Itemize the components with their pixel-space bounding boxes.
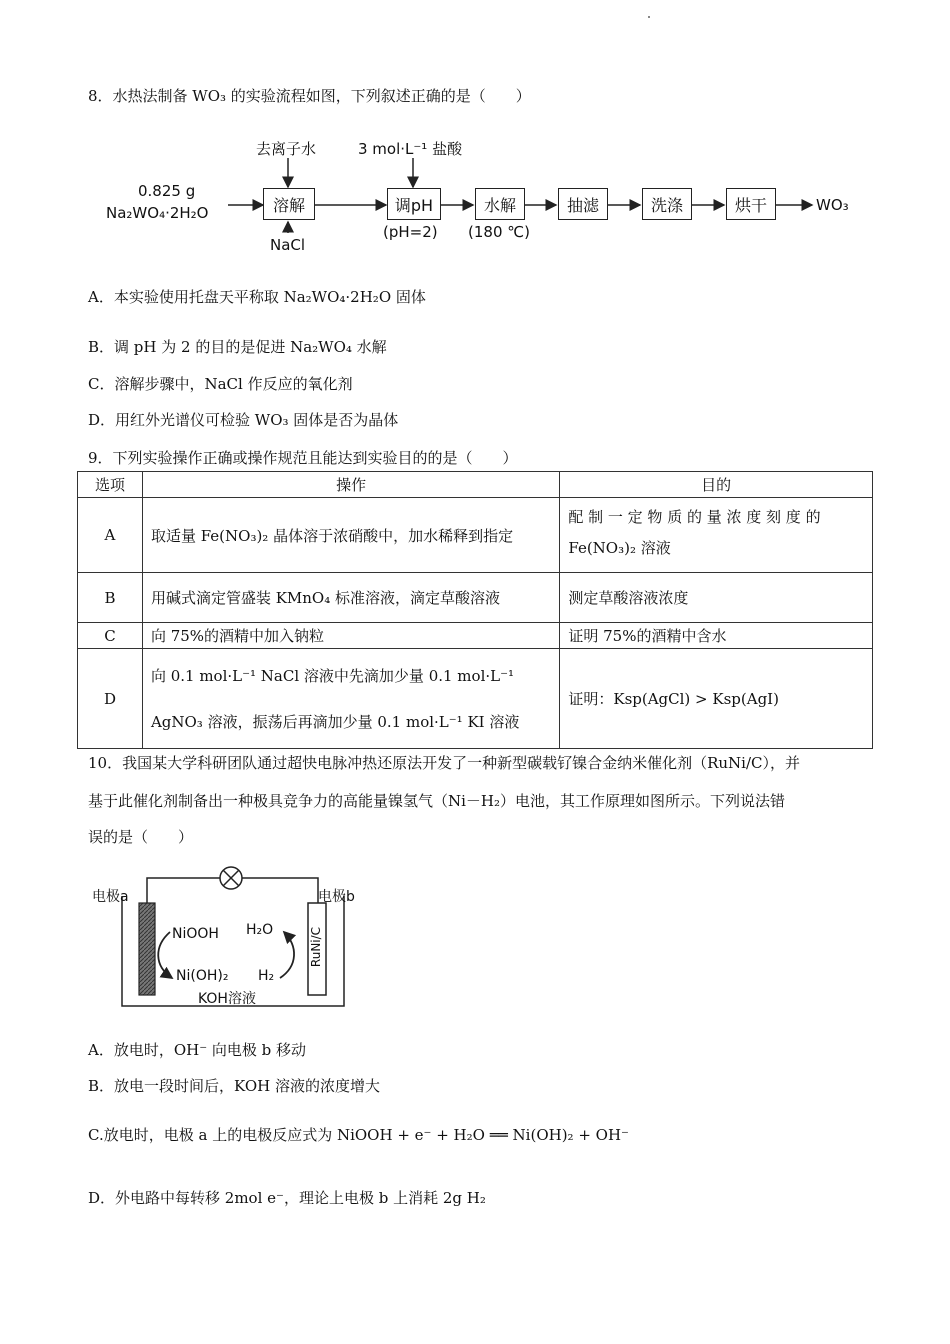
q10-option-d: D．外电路中每转移 2mol e⁻，理论上电极 b 上消耗 2g H₂	[88, 1189, 486, 1207]
row-d-operation-line1: 向 0.1 mol·L⁻¹ NaCl 溶液中先滴加少量 0.1 mol·L⁻¹	[150, 666, 515, 685]
row-a-operation: 取适量 Fe(NO₃)₂ 晶体溶于浓硝酸中，加水稀释到指定	[142, 498, 559, 573]
flow-input-acid: 3 mol·L⁻¹ 盐酸	[358, 140, 463, 158]
flow-step-adjust-ph: 调pH	[387, 188, 441, 220]
row-c-operation: 向 75%的酒精中加入钠粒	[142, 623, 559, 649]
flow-temp-note: (180 ℃)	[468, 223, 530, 241]
label-nioh2: Ni(OH)₂	[176, 968, 229, 984]
flow-step-filter: 抽滤	[558, 188, 608, 220]
flow-start-reagent: Na₂WO₄·2H₂O	[106, 204, 209, 222]
row-d-operation	[142, 649, 559, 749]
flow-step-hydrolysis: 水解	[475, 188, 525, 220]
header-purpose: 目的	[560, 472, 873, 498]
table-row	[78, 649, 873, 749]
label-runic: RuNi/C	[309, 926, 323, 968]
q10-stem-line3: 误的是（ ）	[88, 828, 194, 846]
flow-product: WO₃	[816, 196, 849, 214]
row-a-purpose-line2: Fe(NO₃)₂ 溶液	[568, 539, 671, 557]
q8-option-a: A．本实验使用托盘天平称取 Na₂WO₄·2H₂O 固体	[88, 288, 426, 306]
row-a-option: A	[78, 498, 143, 573]
q8-option-c: C．溶解步骤中，NaCl 作反应的氧化剂	[88, 375, 353, 393]
q8-option-d: D．用红外光谱仪可检验 WO₃ 固体是否为晶体	[88, 411, 399, 429]
table-row	[78, 498, 873, 573]
q10-battery-diagram	[92, 866, 362, 1012]
flow-start-mass: 0.825 g	[138, 182, 196, 200]
row-b-option: B	[78, 573, 143, 623]
row-c-option: C	[78, 623, 143, 649]
q10-option-c: C.放电时，电极 a 上的电极反应式为 NiOOH + e⁻ + H₂O ══ Ni(OH)₂ + OH⁻	[88, 1126, 629, 1144]
q8-flow-diagram	[100, 130, 860, 260]
q10-stem-line1: 10．我国某大学科研团队通过超快电脉冲热还原法开发了一种新型碳载钌镍合金纳米催化剂（RuNi/C），并	[88, 754, 800, 772]
row-d-operation-line2: AgNO₃ 溶液，振荡后再滴加少量 0.1 mol·L⁻¹ KI 溶液	[150, 712, 520, 731]
row-d-option: D	[78, 649, 143, 749]
row-b-purpose: 测定草酸溶液浓度	[560, 573, 873, 623]
flow-step-wash: 洗涤	[642, 188, 692, 220]
flow-step-dissolve: 溶解	[263, 188, 315, 220]
q8-option-b: B．调 pH 为 2 的目的是促进 Na₂WO₄ 水解	[88, 338, 387, 356]
row-b-operation: 用碱式滴定管盛装 KMnO₄ 标准溶液，滴定草酸溶液	[142, 573, 559, 623]
header-option: 选项	[78, 472, 143, 498]
label-electrode-b: 电极b	[318, 889, 355, 905]
q10-option-b: B．放电一段时间后，KOH 溶液的浓度增大	[88, 1077, 380, 1095]
label-niooh: NiOOH	[172, 926, 219, 942]
row-a-purpose-line1: 配 制 一 定 物 质 的 量 浓 度 刻 度 的	[568, 508, 821, 526]
q9-table	[77, 471, 873, 749]
label-electrode-a: 电极a	[92, 889, 129, 905]
flow-input-water: 去离子水	[256, 140, 317, 158]
q10-option-a: A．放电时，OH⁻ 向电极 b 移动	[88, 1041, 307, 1059]
q10-stem-line2: 基于此催化剂制备出一种极具竞争力的高能量镍氢气（Ni－H₂）电池，其工作原理如图所示。下列说法错	[88, 792, 786, 810]
table-header-row	[78, 472, 873, 498]
table-row	[78, 623, 873, 649]
row-a-purpose	[560, 498, 873, 573]
row-c-purpose: 证明 75%的酒精中含水	[560, 623, 873, 649]
flow-step-dry: 烘干	[726, 188, 776, 220]
label-h2: H₂	[258, 968, 275, 984]
row-d-purpose: 证明：Ksp(AgCl) > Ksp(AgI)	[560, 649, 873, 749]
speck	[648, 16, 650, 18]
label-koh-solution: KOH溶液	[198, 991, 256, 1007]
q9-stem: 9．下列实验操作正确或操作规范且能达到实验目的的是（ ）	[88, 449, 518, 467]
q8-stem: 8．水热法制备 WO₃ 的实验流程如图，下列叙述正确的是（ ）	[88, 87, 531, 105]
table-row	[78, 573, 873, 623]
label-h2o: H₂O	[246, 922, 274, 938]
flow-input-nacl: NaCl	[270, 236, 306, 254]
flow-ph-note: (pH=2)	[383, 223, 438, 241]
header-operation: 操作	[142, 472, 559, 498]
